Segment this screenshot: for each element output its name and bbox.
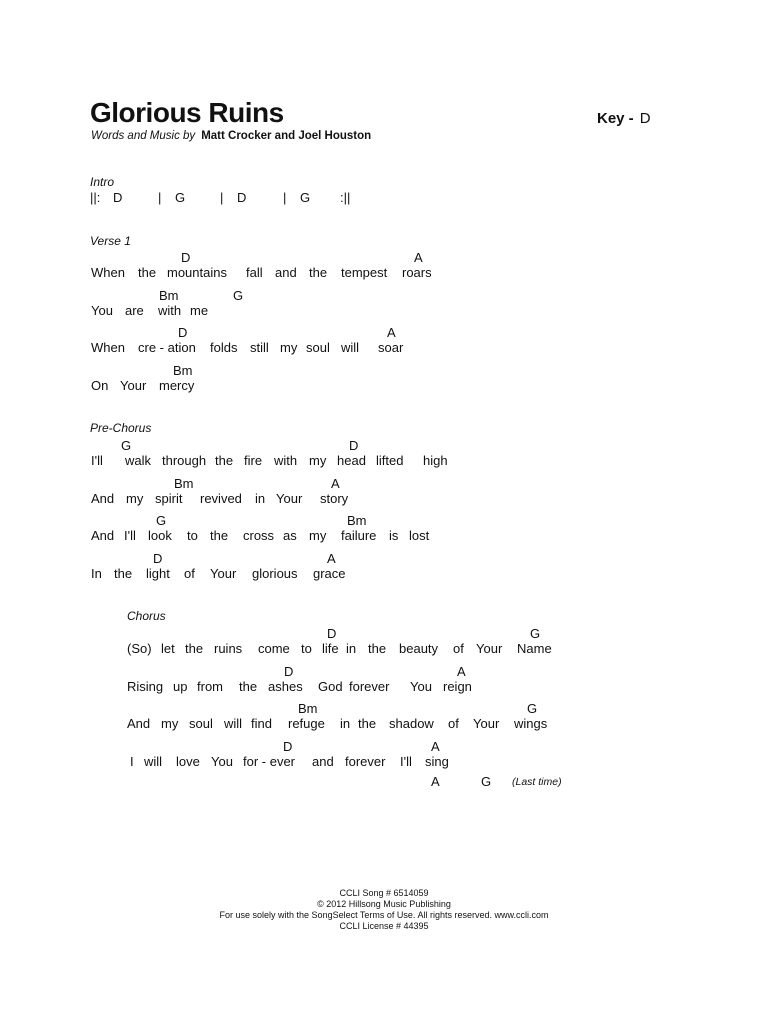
lyric-word: Name xyxy=(517,641,552,656)
song-key xyxy=(597,110,651,127)
lyric-word: You xyxy=(211,754,233,769)
lyric-word: In xyxy=(91,566,102,581)
song-credits xyxy=(91,130,371,142)
copyright-line: © 2012 Hillsong Music Publishing xyxy=(317,899,451,909)
lyric-word: to xyxy=(187,528,198,543)
lyric-word: And xyxy=(91,528,115,543)
lyric-word: the xyxy=(210,528,229,543)
lyric-word: ruins xyxy=(214,641,243,656)
chord: A xyxy=(431,774,440,789)
lyric-word: You xyxy=(91,303,113,318)
chord: A xyxy=(414,250,423,265)
chord: G xyxy=(530,626,541,641)
lyric-word: Your xyxy=(476,641,503,656)
intro-chord: G xyxy=(175,190,186,205)
lyric-word: revived xyxy=(200,491,242,506)
lyric-word: the xyxy=(358,716,377,731)
lyric-word: glorious xyxy=(252,566,298,581)
lyric-word: forever xyxy=(345,754,386,769)
lyric-word: story xyxy=(320,491,349,506)
lyric-word: I'll xyxy=(91,453,103,468)
lyric-word: God xyxy=(318,679,343,694)
chord: D xyxy=(327,626,337,641)
lyric-word: the xyxy=(185,641,204,656)
lyric-word: in xyxy=(255,491,266,506)
lyric-word: refuge xyxy=(288,716,325,731)
chord: A xyxy=(431,739,440,754)
lyric-word: Your xyxy=(473,716,500,731)
lyric-word: from xyxy=(197,679,223,694)
credits-label: Words and Music by xyxy=(91,130,196,142)
song-title: Glorious Ruins xyxy=(90,97,284,128)
chord: Bm xyxy=(173,363,193,378)
lyric-word: (So) xyxy=(127,641,152,656)
chord: G xyxy=(481,774,492,789)
chord: D xyxy=(284,664,294,679)
lyric-word: come xyxy=(258,641,290,656)
chord: Bm xyxy=(347,513,367,528)
lyric-word: You xyxy=(410,679,432,694)
lyric-word: mountains xyxy=(167,265,227,280)
lyric-word: the xyxy=(309,265,328,280)
chord: D xyxy=(153,551,163,566)
lyric-word: lifted xyxy=(376,453,404,468)
lyric-word: up xyxy=(173,679,188,694)
lyric-word: my xyxy=(309,453,327,468)
lyric-word: When xyxy=(91,265,125,280)
chord: G xyxy=(156,513,167,528)
key-label: Key - xyxy=(597,110,634,127)
lyric-word: will xyxy=(144,754,163,769)
lyric-word: me xyxy=(190,303,209,318)
section-label-chorus: Chorus xyxy=(127,609,166,623)
section-label-pre-chorus: Pre-Chorus xyxy=(90,421,152,435)
chord: A xyxy=(457,664,466,679)
lyric-word: tempest xyxy=(341,265,388,280)
lyric-word: my xyxy=(309,528,327,543)
chord: G xyxy=(233,288,244,303)
lyric-word: and xyxy=(312,754,334,769)
chord: D xyxy=(349,438,359,453)
lyric-word: will xyxy=(224,716,243,731)
lyric-word: in xyxy=(346,641,357,656)
song-authors: Matt Crocker and Joel Houston xyxy=(201,130,372,142)
ccli-song-number: CCLI Song # 6514059 xyxy=(339,888,429,898)
lyric-word: is xyxy=(389,528,399,543)
lyric-word: When xyxy=(91,340,125,355)
chord: A xyxy=(387,325,396,340)
lyric-word: cross xyxy=(243,528,275,543)
lyric-word: as xyxy=(283,528,297,543)
intro-bar-line: | xyxy=(220,190,224,205)
lyric-word: still xyxy=(250,340,269,355)
lyric-word: And xyxy=(127,716,151,731)
lyric-word: the xyxy=(368,641,387,656)
lyric-word: find xyxy=(251,716,272,731)
intro-bar-line: | xyxy=(158,190,162,205)
lyric-word: my xyxy=(161,716,179,731)
lyric-word: On xyxy=(91,378,109,393)
lyric-word: of xyxy=(448,716,459,731)
chord: Bm xyxy=(159,288,179,303)
chord: G xyxy=(527,701,538,716)
chord: G xyxy=(121,438,132,453)
lyric-word: fire xyxy=(244,453,263,468)
lyric-word: for - ever xyxy=(243,754,296,769)
lyric-word: lost xyxy=(409,528,430,543)
lyric-word: head xyxy=(337,453,366,468)
chord: Bm xyxy=(174,476,194,491)
chord: D xyxy=(181,250,191,265)
section-label-intro: Intro xyxy=(90,175,115,189)
lyric-word: in xyxy=(340,716,351,731)
lyric-word: and xyxy=(275,265,297,280)
lyric-word: soar xyxy=(378,340,404,355)
lyric-word: the xyxy=(215,453,234,468)
lyric-word: the xyxy=(138,265,157,280)
lyric-word: I xyxy=(130,754,134,769)
lyric-word: sing xyxy=(425,754,449,769)
lyric-word: love xyxy=(176,754,200,769)
lyric-word: will xyxy=(341,340,360,355)
intro-repeat-end: :|| xyxy=(340,190,351,205)
lyric-word: of xyxy=(184,566,195,581)
copyright-footer xyxy=(0,888,768,932)
lyric-word: ashes xyxy=(268,679,303,694)
lyric-word: through xyxy=(162,453,207,468)
lyric-word: mercy xyxy=(159,378,195,393)
lyric-word: life xyxy=(322,641,339,656)
lyric-word: I'll xyxy=(400,754,412,769)
terms-of-use-line: For use solely with the SongSelect Terms of Use. All rights reserved. www.ccli.com xyxy=(219,910,549,920)
lyric-word: with xyxy=(158,303,182,318)
lyric-word: let xyxy=(161,641,175,656)
lyric-word: shadow xyxy=(389,716,434,731)
lyric-word: soul xyxy=(189,716,213,731)
chord: Bm xyxy=(298,701,318,716)
lyric-word: And xyxy=(91,491,115,506)
lyric-word: look xyxy=(148,528,172,543)
lyric-word: walk xyxy=(125,453,152,468)
lyric-word: grace xyxy=(313,566,346,581)
lyric-word: roars xyxy=(402,265,432,280)
lyric-word: beauty xyxy=(399,641,439,656)
lyric-word: the xyxy=(114,566,133,581)
lyric-word: Rising xyxy=(127,679,164,694)
intro-repeat-start: ||: xyxy=(90,190,101,205)
lyric-word: Your xyxy=(276,491,303,506)
lyric-word: spirit xyxy=(155,491,183,506)
intro-bar-line: | xyxy=(283,190,287,205)
intro-chord: G xyxy=(300,190,311,205)
lyric-word: my xyxy=(126,491,144,506)
lyric-word: of xyxy=(453,641,464,656)
lyric-word: wings xyxy=(514,716,548,731)
lyric-word: folds xyxy=(210,340,238,355)
lyric-word: are xyxy=(125,303,144,318)
lyric-word: light xyxy=(146,566,170,581)
last-time-note: (Last time) xyxy=(512,776,562,788)
lyric-word: Your xyxy=(120,378,147,393)
ccli-license-number: CCLI License # 44395 xyxy=(339,921,429,931)
lyric-word: the xyxy=(239,679,258,694)
lyric-word: I'll xyxy=(124,528,136,543)
chord: A xyxy=(331,476,340,491)
intro-chord: D xyxy=(237,190,247,205)
lyric-word: Your xyxy=(210,566,237,581)
chord: D xyxy=(283,739,293,754)
section-label-verse-1: Verse 1 xyxy=(90,234,131,248)
lyric-word: cre - ation xyxy=(138,340,196,355)
lyric-word: reign xyxy=(443,679,472,694)
lyric-word: high xyxy=(423,453,448,468)
chord: A xyxy=(327,551,336,566)
lyric-word: failure xyxy=(341,528,377,543)
key-value: D xyxy=(639,110,651,127)
lyric-word: with xyxy=(274,453,298,468)
chord: D xyxy=(178,325,188,340)
lyric-word: to xyxy=(301,641,312,656)
lyric-word: fall xyxy=(246,265,263,280)
lyric-word: forever xyxy=(349,679,390,694)
lyric-word: my xyxy=(280,340,298,355)
intro-chord: D xyxy=(113,190,123,205)
lyric-word: soul xyxy=(306,340,330,355)
